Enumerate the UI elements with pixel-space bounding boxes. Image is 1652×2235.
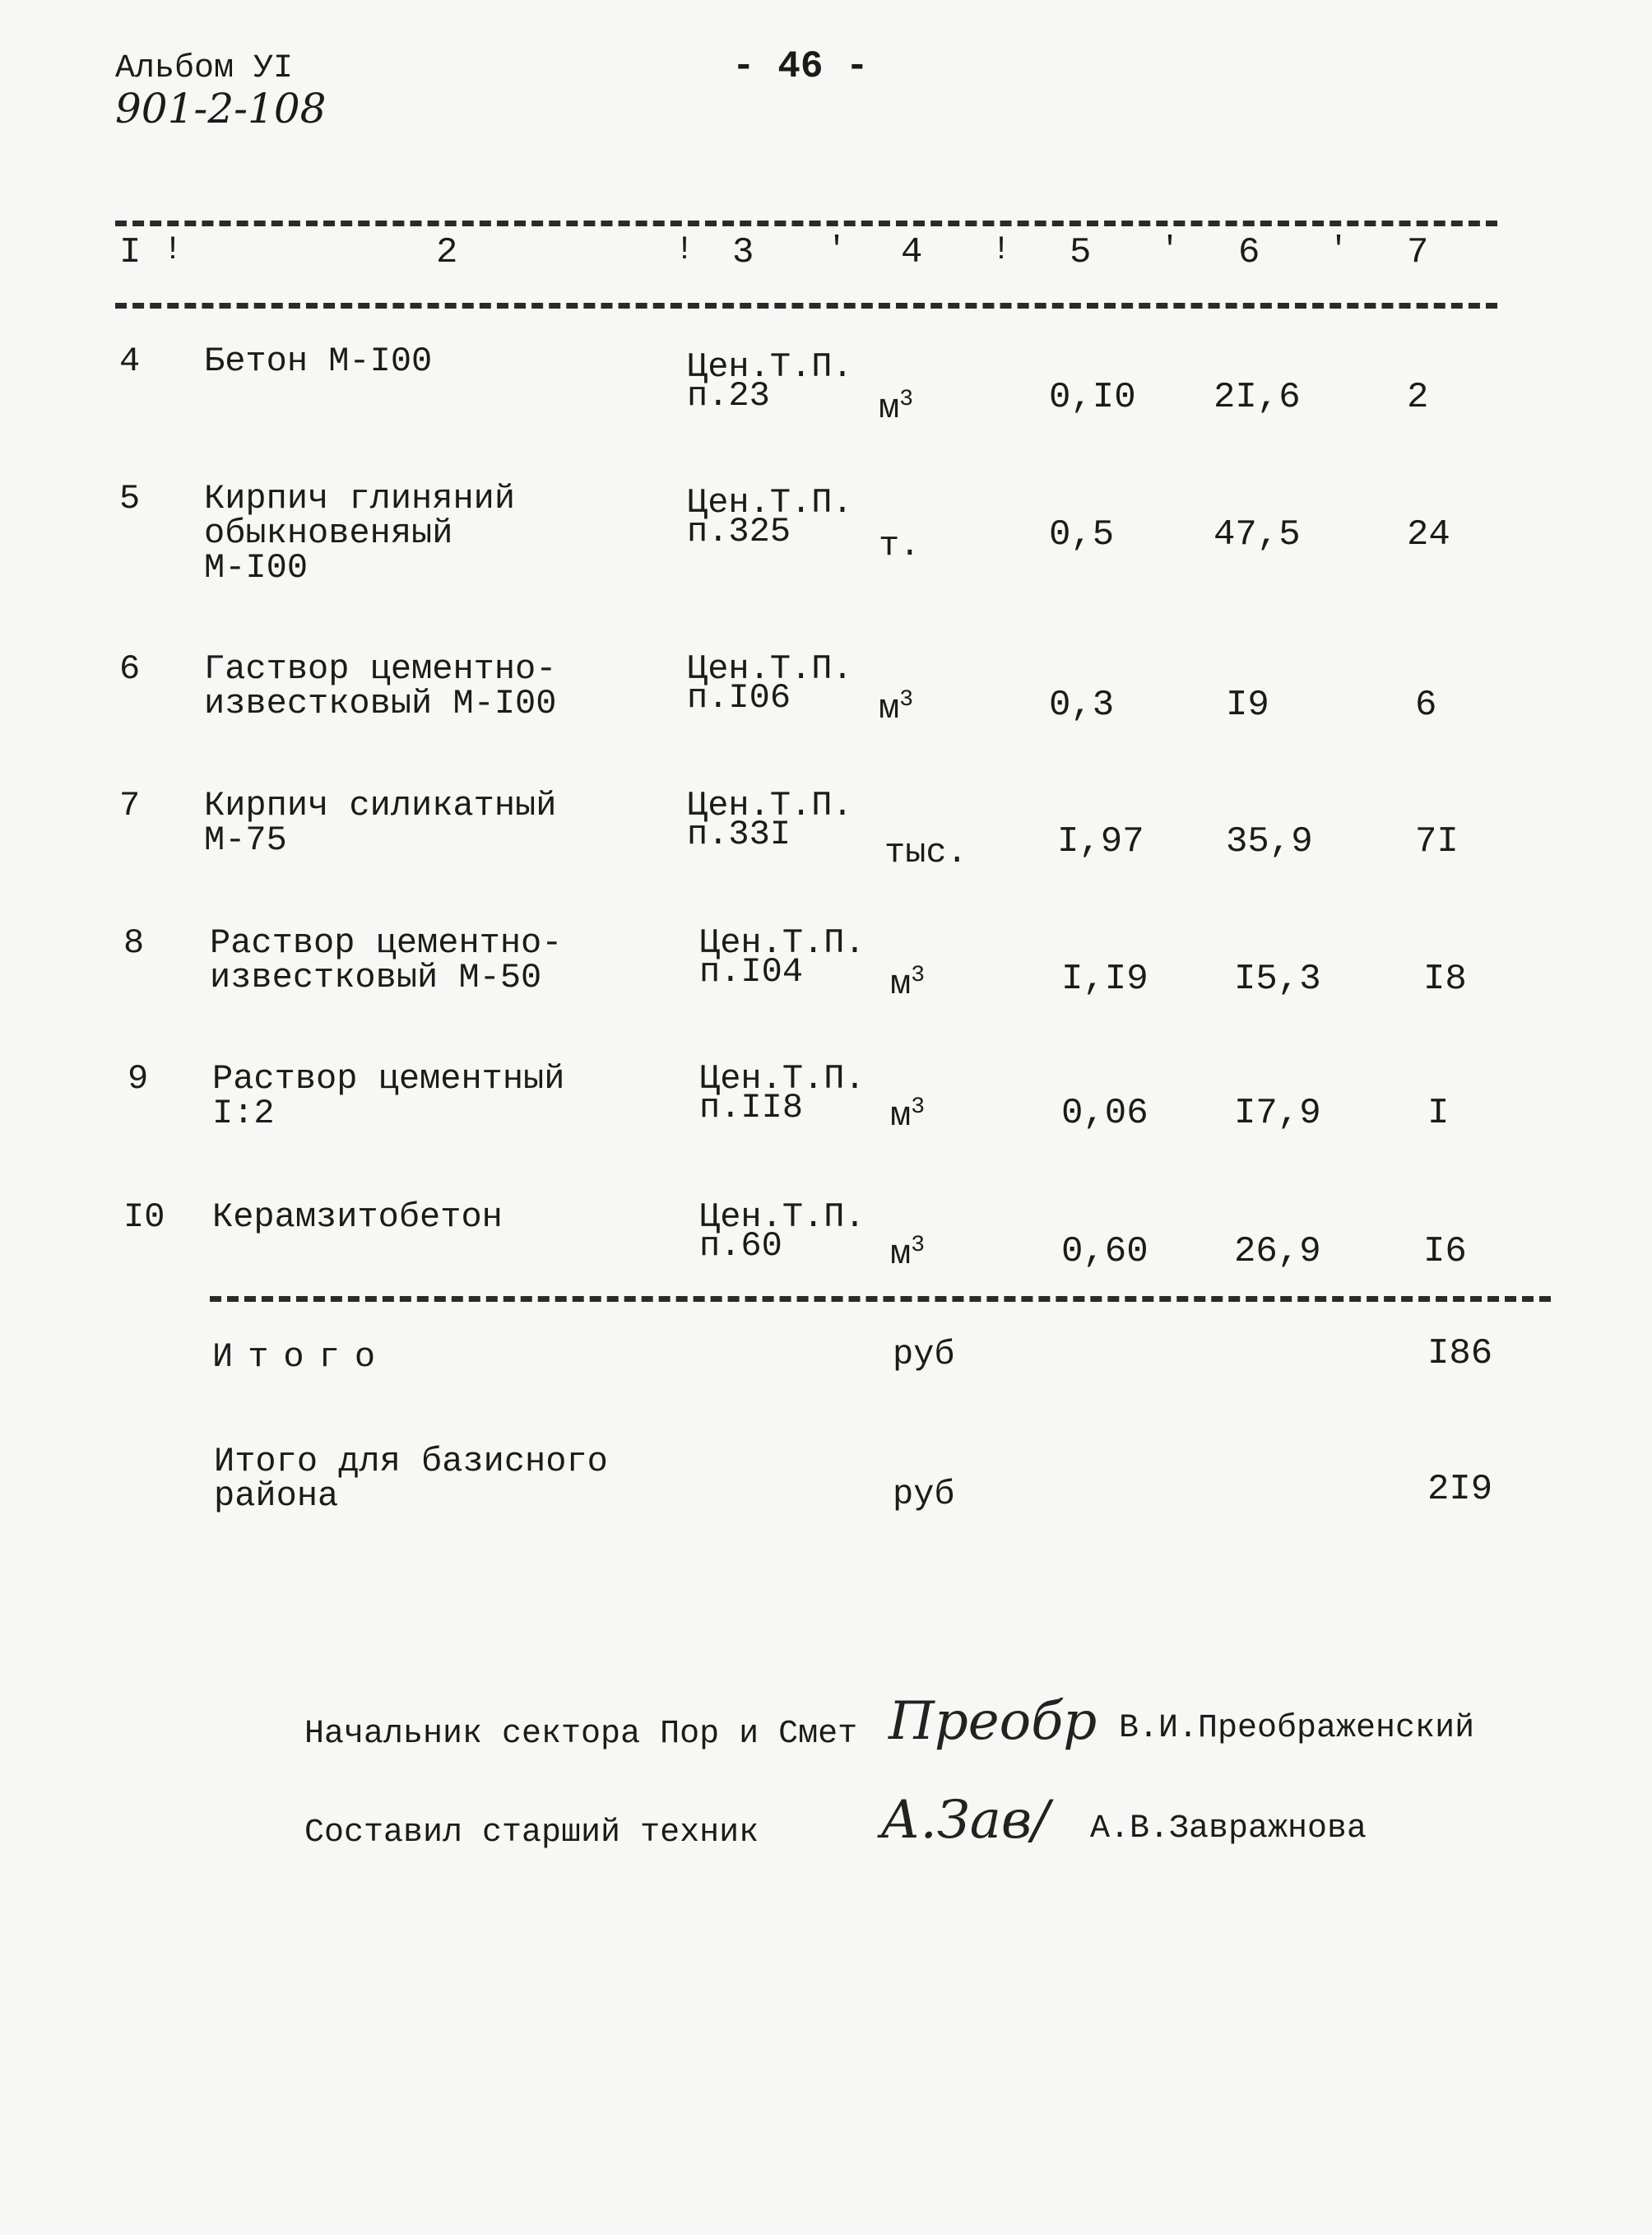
base-total-unit: руб bbox=[893, 1475, 955, 1514]
column-header-5: 5 bbox=[1070, 232, 1092, 273]
base-total-label: Итого для базисного района bbox=[214, 1442, 608, 1516]
material-name: Кирпич глиняний обыкновеняый М-I00 bbox=[204, 479, 516, 588]
material-name: Раствор цементно- известковый М-50 bbox=[210, 923, 563, 997]
row-total: 24 bbox=[1407, 514, 1450, 555]
row-number: 9 bbox=[128, 1059, 149, 1099]
unit: $м^3$ bbox=[890, 963, 926, 1004]
price-reference: Цен.Т.П. bbox=[687, 786, 853, 825]
total-label: Итого bbox=[212, 1337, 391, 1377]
unit-price: 2I,6 bbox=[1213, 377, 1301, 418]
row-number: 8 bbox=[123, 923, 145, 963]
column-separator-2: ! bbox=[675, 232, 695, 269]
price-reference-item: п.325 bbox=[687, 512, 791, 551]
quantity: 0,3 bbox=[1049, 685, 1115, 726]
compiler-name: А.В.Завражнова bbox=[1090, 1810, 1367, 1847]
unit-price: I7,9 bbox=[1234, 1093, 1321, 1134]
price-reference: Цен.Т.П. bbox=[687, 347, 853, 387]
unit-price: 35,9 bbox=[1226, 821, 1313, 862]
material-name: Гаствор цементно- известковый М-I00 bbox=[204, 649, 557, 723]
column-header-3: 3 bbox=[732, 232, 754, 273]
column-separator-5: ' bbox=[1160, 232, 1181, 269]
row-total: 6 bbox=[1415, 685, 1437, 726]
totals-rule bbox=[210, 1296, 1551, 1302]
row-total: 2 bbox=[1407, 377, 1429, 418]
price-reference-item: п.I06 bbox=[687, 678, 791, 718]
album-label: Альбом УI bbox=[115, 50, 294, 87]
price-reference: Цен.Т.П. bbox=[699, 923, 865, 963]
unit: $м^3$ bbox=[879, 687, 914, 728]
column-header-1: I bbox=[119, 232, 142, 273]
column-header-2: 2 bbox=[436, 232, 458, 273]
unit: $м^3$ bbox=[890, 1233, 926, 1274]
column-separator-4: ! bbox=[991, 232, 1012, 269]
document-code: 901-2-108 bbox=[115, 85, 327, 132]
quantity: 0,5 bbox=[1049, 514, 1115, 555]
material-name: Бетон М-I00 bbox=[204, 342, 433, 381]
row-number: 5 bbox=[119, 479, 141, 518]
price-reference: Цен.Т.П. bbox=[699, 1197, 865, 1237]
price-reference-item: п.60 bbox=[699, 1226, 782, 1266]
column-header-7: 7 bbox=[1407, 232, 1429, 273]
unit: $м^3$ bbox=[890, 1094, 926, 1136]
row-total: I8 bbox=[1423, 959, 1467, 1000]
column-separator-3: ' bbox=[827, 232, 847, 269]
row-total: I6 bbox=[1423, 1231, 1467, 1272]
total-unit: руб bbox=[893, 1335, 955, 1374]
column-header-6: 6 bbox=[1238, 232, 1260, 273]
unit: $м^3$ bbox=[879, 387, 914, 428]
quantity: I,97 bbox=[1057, 821, 1144, 862]
quantity: 0,60 bbox=[1061, 1231, 1149, 1272]
price-reference-item: п.23 bbox=[687, 376, 770, 416]
column-header-4: 4 bbox=[901, 232, 923, 273]
chief-title: Начальник сектора Пор и Смет bbox=[304, 1716, 858, 1753]
header-bottom-rule bbox=[115, 303, 1497, 309]
row-total: 7I bbox=[1415, 821, 1459, 862]
unit-price: I5,3 bbox=[1234, 959, 1321, 1000]
price-reference-item: п.I04 bbox=[699, 952, 804, 992]
material-name: Кирпич силикатный М-75 bbox=[204, 786, 557, 860]
album-header bbox=[115, 49, 327, 132]
chief-signature: Преобр bbox=[889, 1691, 1097, 1752]
column-separator-6: ' bbox=[1329, 232, 1349, 269]
unit: тыс. bbox=[884, 833, 968, 872]
material-name: Керамзитобетон bbox=[212, 1197, 503, 1237]
unit: т. bbox=[879, 526, 921, 565]
unit-price: 26,9 bbox=[1234, 1231, 1321, 1272]
price-reference: Цен.Т.П. bbox=[687, 483, 853, 523]
price-reference: Цен.Т.П. bbox=[699, 1059, 865, 1099]
compiler-signature: А.Зав/ bbox=[880, 1790, 1050, 1851]
compiler-title: Составил старший техник bbox=[304, 1814, 759, 1852]
row-number: 6 bbox=[119, 649, 141, 689]
table-top-rule bbox=[115, 221, 1497, 226]
price-reference: Цен.Т.П. bbox=[687, 649, 853, 689]
column-separator-1: ! bbox=[163, 232, 183, 269]
material-name: Раствор цементный I:2 bbox=[212, 1059, 565, 1133]
price-reference-item: п.II8 bbox=[699, 1088, 804, 1127]
base-total-value: 2I9 bbox=[1427, 1469, 1493, 1510]
price-reference-item: п.33I bbox=[687, 815, 791, 854]
row-number: 7 bbox=[119, 786, 141, 825]
row-number: I0 bbox=[123, 1197, 165, 1237]
page-number: - 46 - bbox=[732, 45, 869, 88]
row-number: 4 bbox=[119, 342, 141, 381]
row-total: I bbox=[1427, 1093, 1450, 1134]
quantity: 0,06 bbox=[1061, 1093, 1149, 1134]
unit-price: I9 bbox=[1226, 685, 1269, 726]
total-value: I86 bbox=[1427, 1333, 1493, 1374]
quantity: I,I9 bbox=[1061, 959, 1149, 1000]
chief-name: В.И.Преображенский bbox=[1119, 1710, 1475, 1747]
unit-price: 47,5 bbox=[1213, 514, 1301, 555]
quantity: 0,I0 bbox=[1049, 377, 1136, 418]
